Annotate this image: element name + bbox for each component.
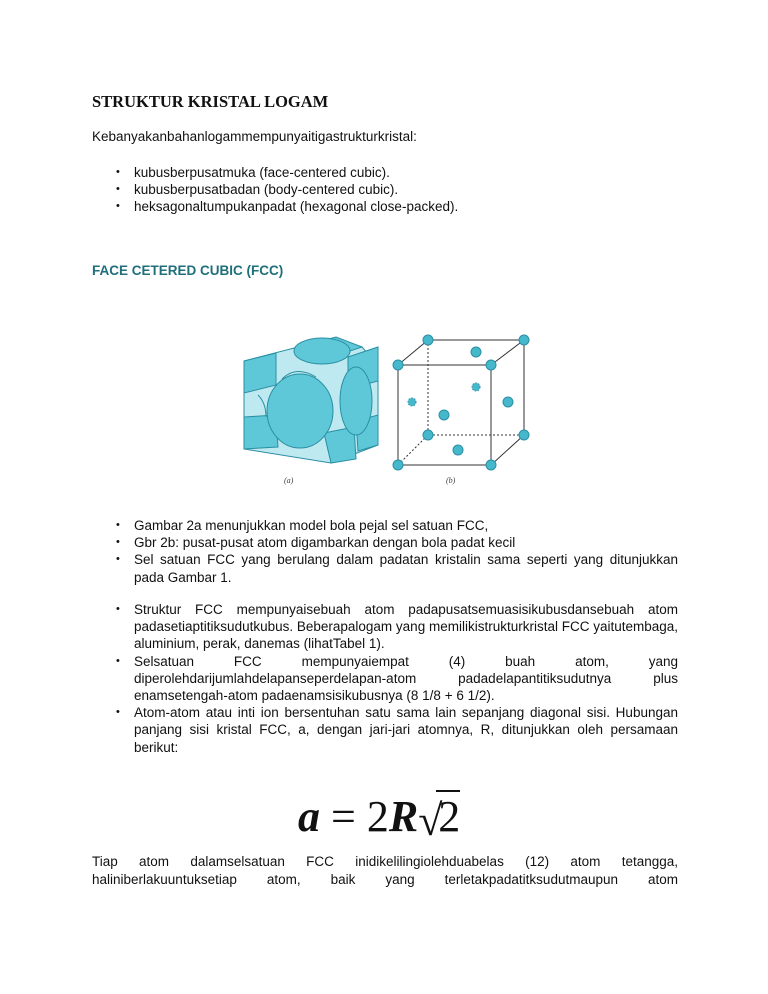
document-title: STRUKTUR KRISTAL LOGAM bbox=[92, 92, 329, 111]
closing-paragraph: Tiap atom dalamselsatuan FCC inidikelilingiolehduabelas (12) atom tetangga, haliniberlakuuntuksetiap atom, baik yang terletakpadatitksudutmaupun atom bbox=[92, 854, 678, 887]
hard-sphere-model bbox=[244, 337, 378, 463]
figure-label-b: (b) bbox=[446, 476, 456, 485]
list-item: • kubusberpusatmuka (face-centered cubic). bbox=[92, 164, 592, 181]
figure-notes-list bbox=[92, 517, 678, 586]
figure-label-a: (a) bbox=[284, 476, 294, 485]
formula-variable: R bbox=[388, 792, 419, 841]
list-item: • Gbr 2b: pusat-pusat atom digambarkan dengan bola padat kecil bbox=[92, 534, 678, 551]
fcc-illustration bbox=[236, 325, 536, 490]
formula-lhs: a bbox=[298, 792, 320, 841]
list-item: • kubusberpusatbadan (body-centered cubic). bbox=[92, 181, 592, 198]
list-item: • Atom-atom atau inti ion bersentuhan satu sama lain sepanjang diagonal sisi. Hubungan panjang sisi kristal FCC, a, dengan jari-jari atomnya, R, ditunjukkan oleh persamaan berikut: bbox=[92, 704, 678, 756]
list-item: • Struktur FCC mempunyaisebuah atom padapusatsemuasisikubusdansebuah atom padasetiaptitiksudutkubus. Beberapalogam yang memilikistrukturkristal FCC yaitutembaga, aluminium, perak, danemas (lihatTabel 1). bbox=[92, 601, 678, 653]
square-root bbox=[418, 792, 461, 845]
fcc-formula bbox=[298, 792, 461, 845]
section-heading: FACE CETERED CUBIC (FCC) bbox=[92, 263, 284, 278]
list-item: • Gambar 2a menunjukkan model bola pejal sel satuan FCC, bbox=[92, 517, 678, 534]
fcc-properties-list bbox=[92, 601, 678, 756]
radical-sign: √ bbox=[418, 796, 443, 845]
radicand: 2 bbox=[438, 792, 461, 841]
list-item: • Selsatuan FCC mempunyaiempat (4) buah atom, yang diperolehdarijumlahdelapanseperdelapan-atom padadelapantitiksudutnya plus enamsetengah-atom padaenamsisikubusnya (8 1/8 + 6 1/2). bbox=[92, 653, 678, 705]
list-item: • heksagonaltumpukanpadat (hexagonal close-packed). bbox=[92, 198, 592, 215]
list-item: • Sel satuan FCC yang berulang dalam padatan kristalin sama seperti yang ditunjukkan pada Gambar 1. bbox=[92, 551, 678, 585]
fcc-figure bbox=[236, 325, 536, 490]
formula-equals: = bbox=[331, 792, 356, 841]
formula-coefficient: 2 bbox=[366, 792, 389, 841]
intro-text: Kebanyakanbahanlogammempunyaitigastrukturkristal: bbox=[92, 129, 417, 144]
structure-list bbox=[92, 164, 592, 216]
